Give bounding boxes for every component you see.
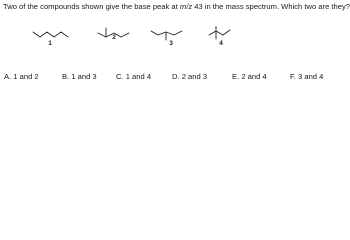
- choice-b-text: 1 and 3: [71, 72, 97, 81]
- choice-d-label: D.: [172, 72, 180, 81]
- choice-e[interactable]: [232, 72, 267, 82]
- structures-row: [0, 26, 350, 76]
- compound-number-2: 2: [112, 34, 116, 41]
- choice-c-text: 1 and 4: [125, 72, 152, 81]
- choice-e-text: 2 and 4: [241, 72, 267, 81]
- choice-a-label: A.: [4, 72, 12, 81]
- choice-c[interactable]: [116, 72, 151, 82]
- question-part2: 43 in the mass spectrum. Which two are they?: [192, 2, 350, 11]
- choice-b-label: B.: [62, 72, 70, 81]
- compound-number-3: 3: [169, 40, 173, 47]
- compound-number-4: 4: [219, 40, 223, 47]
- compound-number-1: 1: [48, 40, 52, 47]
- choice-e-label: E.: [232, 72, 240, 81]
- skeletal-3-methylpentane-icon: [151, 31, 182, 40]
- choice-a-text: 1 and 2: [13, 72, 39, 81]
- skeletal-hexane-icon: [33, 32, 68, 37]
- choice-d-text: 2 and 3: [181, 72, 208, 81]
- choice-f[interactable]: [290, 72, 323, 82]
- mz-italic: m/z: [179, 2, 193, 11]
- choice-b[interactable]: [62, 72, 97, 82]
- choice-f-text: 3 and 4: [298, 72, 324, 81]
- skeletal-2-2-dimethylbutane-icon: [209, 26, 230, 39]
- question-text: [3, 2, 349, 12]
- choice-d[interactable]: [172, 72, 207, 82]
- question-part1: Two of the compounds shown give the base peak at: [3, 2, 180, 11]
- choice-c-label: C.: [116, 72, 124, 81]
- choice-f-label: F.: [290, 72, 296, 81]
- choice-a[interactable]: [4, 72, 39, 82]
